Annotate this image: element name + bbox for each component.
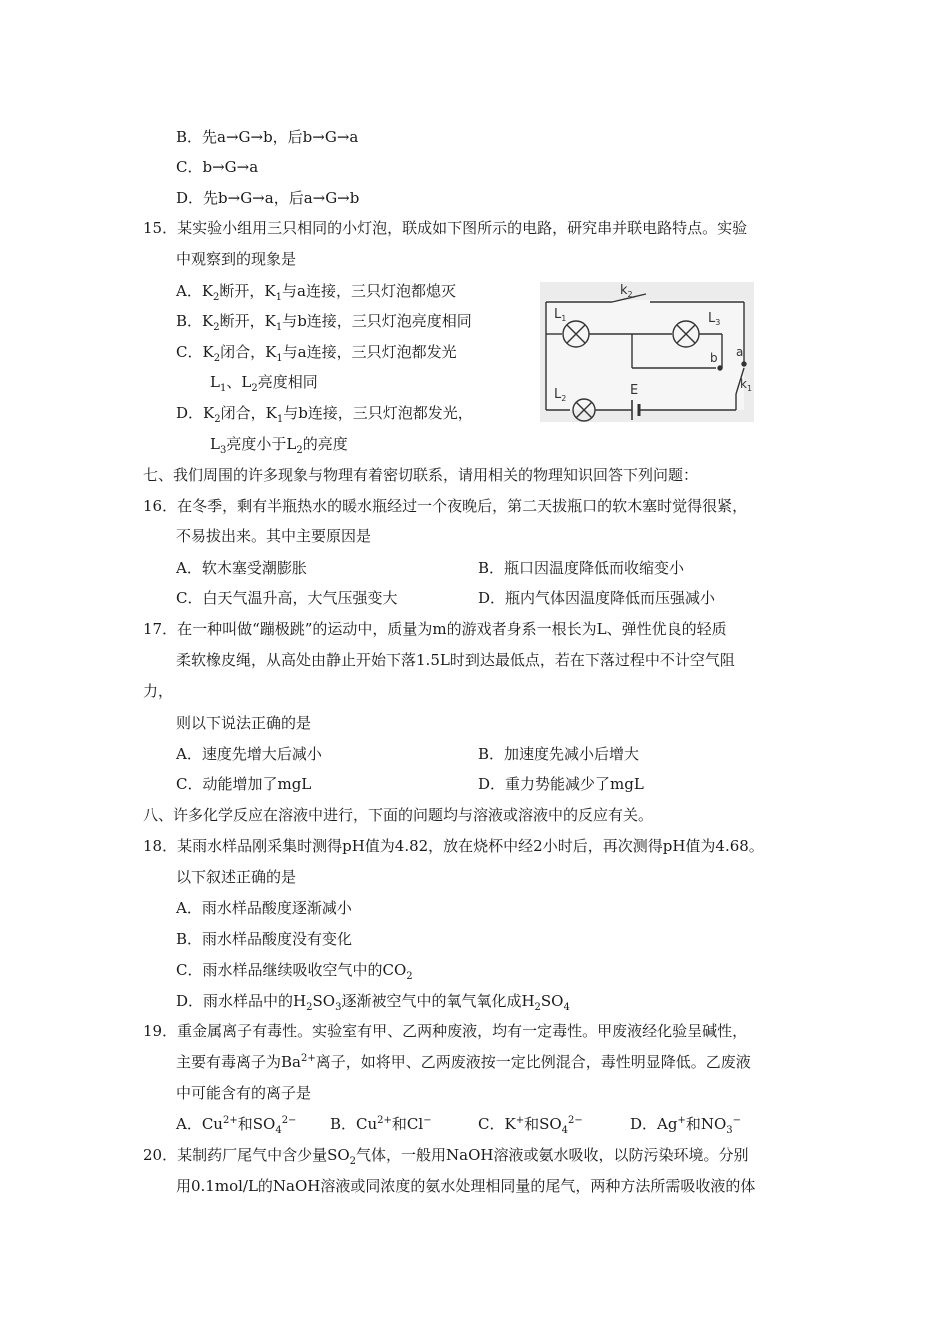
e-label: E [630, 383, 639, 398]
l3-label: $L_3$ [708, 311, 721, 327]
q19-stem-line1: 19．重金属离子有毒性。实验室有甲、乙两种废液，均有一定毒性。甲废液经化验呈碱性， [143, 1022, 748, 1040]
q15-option-c-cont: $L_1$、$L_2$亮度相同 [210, 373, 318, 394]
q16-stem-line2: 不易拔出来。其中主要原因是 [176, 527, 372, 545]
q17-stem-line3: 力， [143, 682, 174, 700]
q16-option-d: D．瓶内气体因温度降低而压强减小 [478, 589, 716, 607]
q14-option-c: C．b→G→a [176, 158, 259, 176]
q16-option-b: B．瓶口因温度降低而收缩变小 [478, 559, 685, 577]
q20-stem-line2: 用0.1mol/L的NaOH溶液或同浓度的氨水处理相同量的尾气，两种方法所需吸收液的体 [176, 1177, 756, 1195]
q19-stem-line3: 中可能含有的离子是 [176, 1084, 312, 1102]
b-label: b [710, 351, 718, 365]
q18-option-a: A．雨水样品酸度逐渐减小 [176, 899, 352, 917]
q18-stem-line1: 18．某雨水样品刚采集时测得pH值为4.82，放在烧杯中经2小时后，再次测得pH值为4.68。 [143, 837, 764, 855]
q17-option-c: C．动能增加了mgL [176, 775, 312, 793]
q15-option-b: B．$K_2$断开，$K_1$与b连接，三只灯泡亮度相同 [176, 312, 472, 333]
q16-stem-line1: 16．在冬季，剩有半瓶热水的暖水瓶经过一个夜晚后，第二天拔瓶口的软木塞时觉得很紧， [143, 497, 748, 515]
q15-stem-line1: 15．某实验小组用三只相同的小灯泡，联成如下图所示的电路，研究串并联电路特点。实验 [143, 219, 748, 237]
q15-option-d-cont: $L_3$亮度小于$L_2$的亮度 [210, 435, 348, 456]
q15-option-c: C．$K_2$闭合，$K_1$与a连接，三只灯泡都发光 [176, 343, 457, 364]
q15-option-d: D．$K_2$闭合，$K_1$与b连接，三只灯泡都发光， [176, 404, 473, 425]
q17-option-d: D．重力势能减少了mgL [478, 775, 644, 793]
a-label: a [736, 345, 744, 359]
section-7-heading: 七、我们周围的许多现象与物理有着密切联系，请用相关的物理知识回答下列问题： [143, 466, 699, 484]
q17-stem-line1: 17．在一种叫做“蹦极跳”的运动中，质量为m的游戏者身系一根长为L、弹性优良的轻质 [143, 620, 727, 638]
q18-option-d: D．雨水样品中的$H_2SO_3$逐渐被空气中的氧气氧化成$H_2SO_4$ [176, 992, 570, 1013]
q15-option-a: A．$K_2$断开，$K_1$与a连接，三只灯泡都熄灭 [176, 282, 456, 303]
q19-option-b: B．$Cu^{2+}$和Cl− [330, 1115, 432, 1133]
q17-option-b: B．加速度先减小后增大 [478, 745, 640, 763]
k1-label: $k_1$ [740, 377, 753, 393]
circuit-diagram [540, 282, 754, 422]
q18-stem-line2: 以下叙述正确的是 [176, 868, 297, 886]
q19-option-a: A．$Cu^{2+}$和$SO_4^{2-}$ [176, 1115, 297, 1136]
q17-option-a: A．速度先增大后减小 [176, 745, 322, 763]
q18-option-b: B．雨水样品酸度没有变化 [176, 930, 353, 948]
q20-stem-line1: 20．某制药厂尾气中含少量$SO_2$气体，一般用NaOH溶液或氨水吸收，以防污染环境。分别 [143, 1146, 749, 1167]
q18-option-c: C．雨水样品继续吸收空气中的$CO_2$ [176, 961, 413, 982]
q17-stem-line2: 柔软橡皮绳，从高处由静止开始下落1.5L时到达最低点，若在下落过程中不计空气阻 [176, 651, 735, 669]
l1-label: $L_1$ [554, 307, 567, 323]
q15-stem-line2: 中观察到的现象是 [176, 250, 297, 268]
q16-option-a: A．软木塞受潮膨胀 [176, 559, 307, 577]
q19-option-c: C．K+和$SO_4^{2-}$ [478, 1115, 583, 1136]
q14-option-d: D．先b→G→a，后a→G→b [176, 189, 360, 207]
l2-label: $L_2$ [554, 387, 567, 403]
k2-label: $k_2$ [620, 283, 633, 299]
terminal-b [718, 366, 722, 370]
q19-option-d: D．Ag+和$NO_3^-$ [630, 1115, 742, 1136]
section-8-heading: 八、许多化学反应在溶液中进行，下面的问题均与溶液或溶液中的反应有关。 [143, 806, 654, 824]
q14-option-b: B．先a→G→b，后b→G→a [176, 128, 359, 146]
q16-option-c: C．白天气温升高，大气压强变大 [176, 589, 398, 607]
q17-stem-line4: 则以下说法正确的是 [176, 714, 312, 732]
q19-stem-line2: 主要有毒离子为$Ba^{2+}$离子，如将甲、乙两废液按一定比例混合，毒性明显降低。乙废液 [176, 1053, 751, 1071]
